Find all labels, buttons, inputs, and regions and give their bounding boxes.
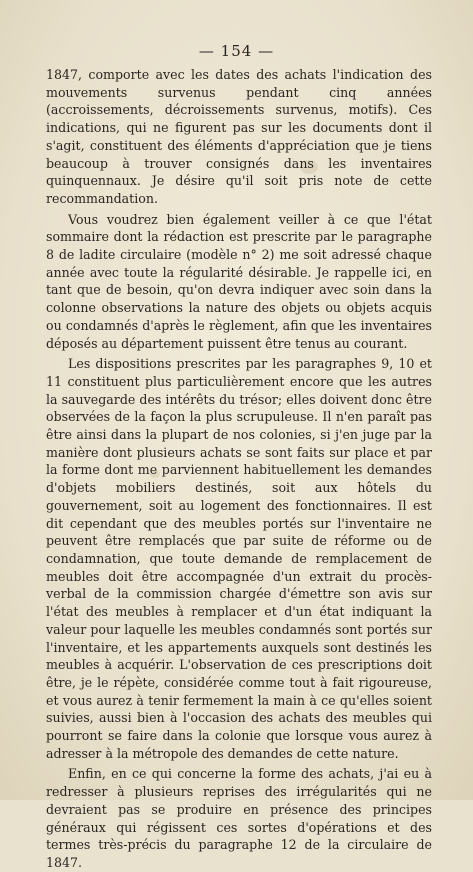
- paragraph-1: 1847, comporte avec les dates des achats l'indication des mouvements survenus pendant cinq années (accroissements, décroissements survenus, motifs). Ces indications, qui ne figurent pas sur les documents dont il s'agit, constituent des éléments d'appréciation que je tiens beaucoup à trouver consignés dans les inventaires quinquennaux. Je désire qu'il soit pris note de cette recommandation.: [46, 67, 432, 206]
- page-number: — 154 —: [198, 42, 275, 60]
- paragraph-3: Les dispositions prescrites par les paragraphes 9, 10 et 11 constituent plus particulièrement encore que les autres la sauvegarde des intérêts du trésor; elles doivent donc être observées de la façon la plus scrupuleuse. Il n'en paraît pas être ainsi dans la plupart de nos colonies, si j'en juge par la manière dont plusieurs achats se sont faits sur place et par la forme dont me parviennent habituellement les demandes d'objets mobiliers destinés, soit aux hôtels du gouvernement, soit au logement des fonctionnaires. Il est dit cependant que des meubles portés sur l'inventaire ne peuvent être remplacés que par suite de réforme ou de condamnation, que toute demande de remplacement de meubles doit être accompagnée d'un extrait du procès-verbal de la commission chargée d'émettre son avis sur l'état des meubles à remplacer et d'un état indiquant la valeur pour laquelle les meubles condamnés sont portés sur l'inventaire, et les appartements auxquels sont destinés les meubles à acquérir. L'observation de ces prescriptions doit être, je le répète, considérée comme tout à fait rigoureuse, et vous aurez à tenir fermement la main à ce qu'elles soient suivies, aussi bien à l'occasion des achats des meubles qui pourront se faire dans la colonie que lorsque vous aurez à adresser à la métropole des demandes de cette nature.: [46, 356, 432, 761]
- body-text: [46, 66, 432, 872]
- paragraph-4: Enfin, en ce qui concerne la forme des achats, j'ai eu à redresser à plusieurs reprises des irrégularités qui ne devraient pas se produire en présence des principes généraux qui régissent ces sortes d'opérations et des termes très-précis du paragraphe 12 de la circulaire de 1847.: [46, 766, 432, 870]
- paragraph-2: Vous voudrez bien également veiller à ce que l'état sommaire dont la rédaction est prescrite par le paragraphe 8 de ladite circulaire (modèle n° 2) me soit adressé chaque année avec toute la régularité désirable. Je rappelle ici, en tant que de besoin, qu'on devra indiquer avec soin dans la colonne observations la nature des objets ou objets acquis ou condamnés d'après le règlement, afin que les inventaires déposés au département puissent être tenus au courant.: [46, 211, 432, 351]
